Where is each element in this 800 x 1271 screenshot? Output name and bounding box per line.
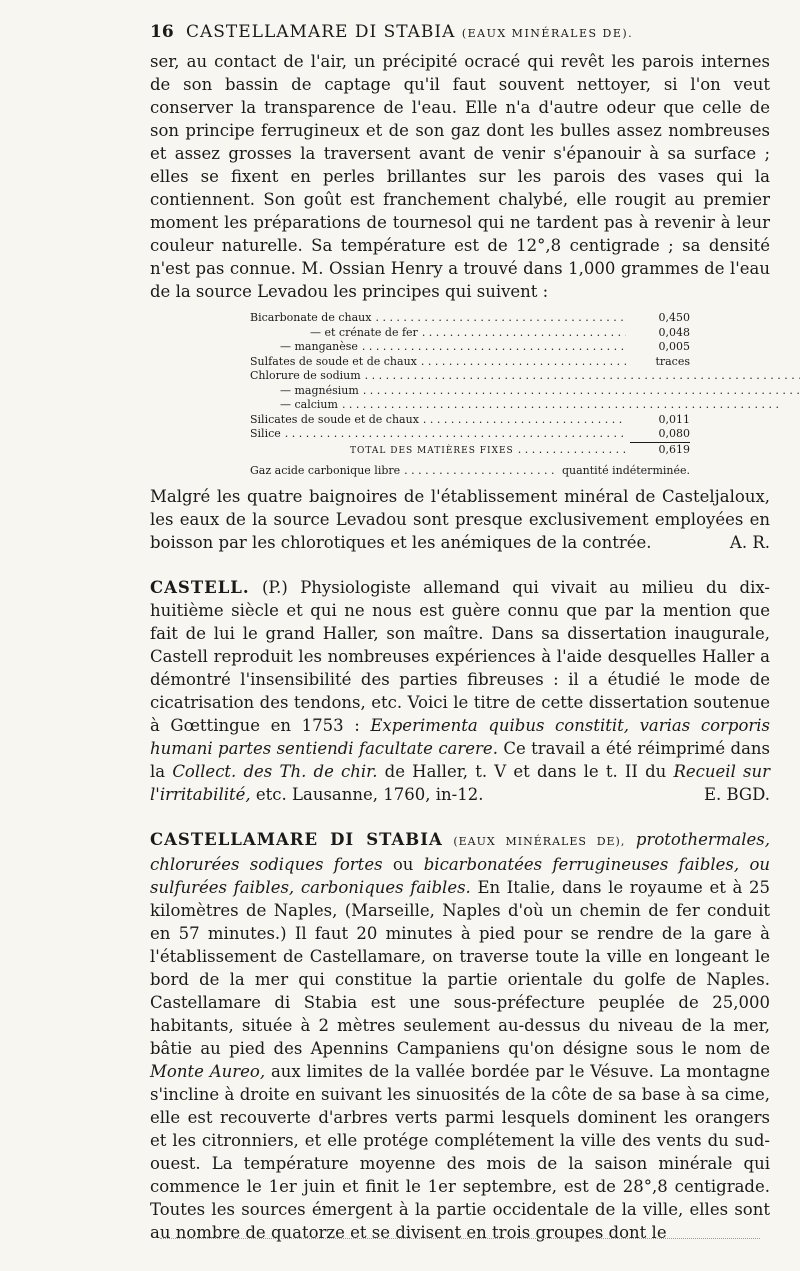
signature: A. R. <box>729 532 770 552</box>
entry-text: En Italie, dans le royaume et à 25 kilomètres de Naples, (Marseille, Naples d'où un chemin de fer conduit en 57 minutes.) Il faut 20 minutes à pied pour se rendre de la gare à l'établissement de Castellamare, on traverse toute la ville en longeant le bord de la mer qui constitue la partie orientale du golfe de Naples. Castellamare di Stabia est une sous-préfecture peuplée de 25,000 habitants, située à 2 mètres seulement au-dessus du niveau de la mer, bâtie au pied des Apennins Campaniens qu'on désigne sous le nom de <box>150 877 770 1058</box>
entry-text: ou <box>392 854 414 874</box>
footer-rule <box>160 1238 760 1239</box>
analysis-table <box>250 311 690 479</box>
table-row-label: Chlorure de sodium <box>250 369 361 382</box>
entry-initial: (P.) <box>261 577 288 597</box>
intro-paragraph: ser, au contact de l'air, un précipité ocracé qui revêt les parois internes de son bassin de captage qu'il faut souvent nettoyer, si l'on veut conserver la transparence de l'eau. Elle n'a d'autre odeur que celle de son principe ferrugineux et de son gaz dont les bulles assez nombreuses et assez grosses la traversent avant de venir s'épanouir à sa surface ; elles se fixent en perles brillantes sur les parois des vases qui la contiennent. Son goût est franchement chalybé, elle rougit au premier moment les préparations de tournesol qui ne tardent pas à revenir à leur couleur naturelle. Sa température est de 12°,8 centigrade ; sa densité n'est pas connue. M. Ossian Henry a trouvé dans 1,000 grammes de l'eau de la source Levadou les principes qui suivent : <box>150 52 770 301</box>
leader-dots <box>363 384 800 399</box>
entry-italic: protothermales, chlorurées sodiques fortes <box>150 829 770 874</box>
para-after-table <box>150 485 770 554</box>
table-row <box>250 311 690 326</box>
castell-entry <box>150 576 770 806</box>
running-header <box>150 22 770 50</box>
signature: E. BGD. <box>703 784 770 804</box>
table-row-label: — calcium <box>280 398 338 411</box>
entry-text: Physiologiste allemand qui vivait au milieu du dix-huitième siècle et qui ne nous est guère connu que par la mention que fait de lui le grand Haller, son maître. Dans sa dissertation inaugurale, Castell reproduit les nombreuses expériences à l'aide desquelles Haller a démontré l'insensibilité des parties fibreuses : il a étudié le mode de cicatrisation des tendons, etc. Voici le titre de cette dissertation soutenue à Gœttingue en 1753 : <box>150 577 770 735</box>
table-row <box>250 427 690 442</box>
leader-dots <box>285 427 626 442</box>
entry-heading: CASTELLAMARE DI STABIA <box>150 829 443 849</box>
entry-heading: CASTELL. <box>150 577 250 597</box>
gas-value: quantité indéterminée. <box>561 464 690 477</box>
table-row-label: Bicarbonate de chaux <box>250 311 372 324</box>
table-row-label: — manganèse <box>280 340 358 353</box>
table-row-value: 0,005 <box>658 340 690 353</box>
table-row <box>250 355 690 370</box>
chloride-group <box>250 369 690 413</box>
gas-row <box>250 464 690 479</box>
total-value: 0,619 <box>658 442 690 456</box>
entry-italic: Recueil sur l'irritabilité, <box>150 761 771 804</box>
entry-italic: Experimenta quibus constitit, varias corporis humani partes sentiendi facultate carere. <box>150 715 771 758</box>
entry-heading-suffix: (EAUX MINÉRALES DE), <box>453 834 626 848</box>
table-row-value: 0,048 <box>658 325 690 339</box>
running-title-suffix: (EAUX MINÉRALES DE). <box>461 27 634 40</box>
entry-text: Ce travail a été réimprimé dans la <box>150 738 770 781</box>
table-row <box>250 398 800 413</box>
total-row <box>250 443 690 459</box>
leader-dots <box>375 311 626 326</box>
leader-dots <box>342 398 800 413</box>
table-row-label: Sulfates de soude et de chaux <box>250 354 417 368</box>
table-row-label: Silicates de soude et de chaux <box>250 412 419 426</box>
entry-text: de Haller, t. V et dans le t. II du <box>384 761 667 781</box>
running-title-main: CASTELLAMARE DI STABIA <box>186 22 456 42</box>
leader-dots <box>422 326 626 341</box>
leader-dots <box>421 355 626 370</box>
entry-text: aux limites de la vallée bordée par le Vésuve. La montagne s'incline à droite en suivant les sinuosités de la côte de sa base à sa cime, elle est recouverte d'arbres verts parmi lesquels dominent les orangers et les citronniers, et elle protége complétement la ville des vents du sud-ouest. La température moyenne des mois de la saison minérale qui commence le 1er juin et finit le 1er septembre, est de 28°,8 centigrade. Toutes les sources émergent à la partie occidentale de la ville, elles sont au nombre de quatorze et se divisent en trois groupes dont le <box>150 1061 771 1242</box>
table-row-label: Silice <box>250 427 281 440</box>
table-row-value: 0,450 <box>658 311 690 324</box>
para-text: Malgré les quatre baignoires de l'établissement minéral de Casteljaloux, les eaux de la source Levadou sont presque exclusivement employées en boisson par les chlorotiques et les anémiques de la contrée. <box>150 486 770 552</box>
page-number: 16 <box>150 22 174 42</box>
entry-italic: bicarbonatées ferrugineuses faibles, ou sulfurées faibles, carboniques faibles. <box>150 854 770 897</box>
entry-italic: Monte Aureo, <box>150 1061 266 1081</box>
entry-italic: Collect. des Th. de chir. <box>172 761 378 781</box>
total-label: TOTAL DES MATIÈRES FIXES <box>350 445 514 456</box>
table-row-value: 0,080 <box>658 427 690 440</box>
page <box>150 22 770 1244</box>
leader-dots <box>423 413 626 428</box>
table-row-label: — et crénate de fer <box>310 325 418 339</box>
table-row-value: traces <box>655 354 690 368</box>
table-row-value: 0,011 <box>658 412 690 426</box>
entry-text: etc. Lausanne, 1760, in-12. <box>255 784 484 804</box>
table-row <box>250 340 690 355</box>
leader-dots <box>404 464 558 479</box>
running-title <box>186 22 633 42</box>
table-row <box>250 369 800 384</box>
table-row <box>250 326 690 341</box>
leader-dots <box>362 340 626 355</box>
table-row-label: — magnésium <box>280 383 359 397</box>
gas-label: Gaz acide carbonique libre <box>250 464 401 477</box>
table-row <box>250 413 690 428</box>
table-row <box>250 384 800 399</box>
leader-dots <box>518 443 626 458</box>
castellamare-entry <box>150 828 770 1244</box>
leader-dots <box>365 369 800 384</box>
